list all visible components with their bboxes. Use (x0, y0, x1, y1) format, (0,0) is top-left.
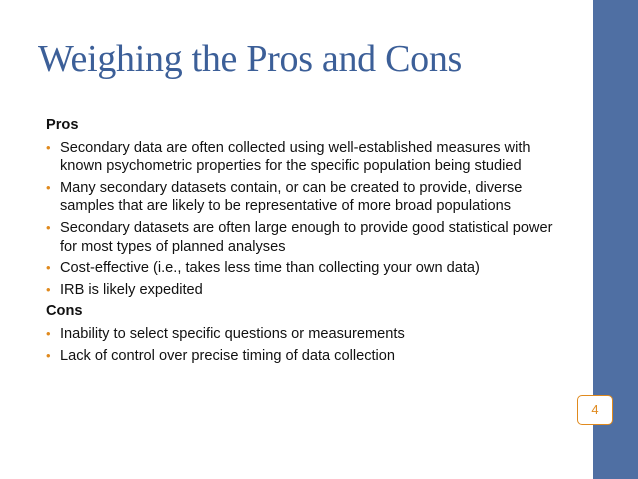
cons-list (46, 325, 566, 365)
bullet-icon: • (46, 260, 51, 276)
bullet-icon: • (46, 179, 51, 195)
list-item (46, 325, 566, 344)
list-item-text: IRB is likely expedited (60, 281, 203, 298)
list-item-text: Inability to select specific questions or measurements (60, 325, 405, 342)
list-item-text: Secondary datasets are often large enough to provide good statistical power for most types of planned analyses (60, 219, 553, 255)
list-item (46, 259, 566, 278)
bullet-icon: • (46, 219, 51, 235)
list-item (46, 139, 566, 176)
cons-heading: Cons (46, 303, 83, 320)
list-item-text: Cost-effective (i.e., takes less time than collecting your own data) (60, 260, 480, 277)
slide-body (46, 116, 566, 368)
list-item-text: Secondary data are often collected using well-established measures with known psychometric properties for the specific population being studied (60, 139, 531, 175)
list-item (46, 347, 566, 366)
list-item (46, 281, 566, 300)
bullet-icon: • (46, 347, 51, 363)
list-item (46, 219, 566, 256)
bullet-icon: • (46, 325, 51, 341)
bullet-icon: • (46, 139, 51, 155)
list-item-text: Many secondary datasets contain, or can be created to provide, diverse samples that are likely to be representative of more broad populations (60, 179, 523, 215)
pros-list (46, 139, 566, 300)
list-item (46, 179, 566, 216)
bullet-icon: • (46, 281, 51, 297)
slide-title: Weighing the Pros and Cons (38, 38, 463, 80)
list-item-text: Lack of control over precise timing of data collection (60, 347, 396, 364)
page-number-badge: 4 (577, 395, 613, 425)
pros-heading: Pros (46, 117, 79, 133)
